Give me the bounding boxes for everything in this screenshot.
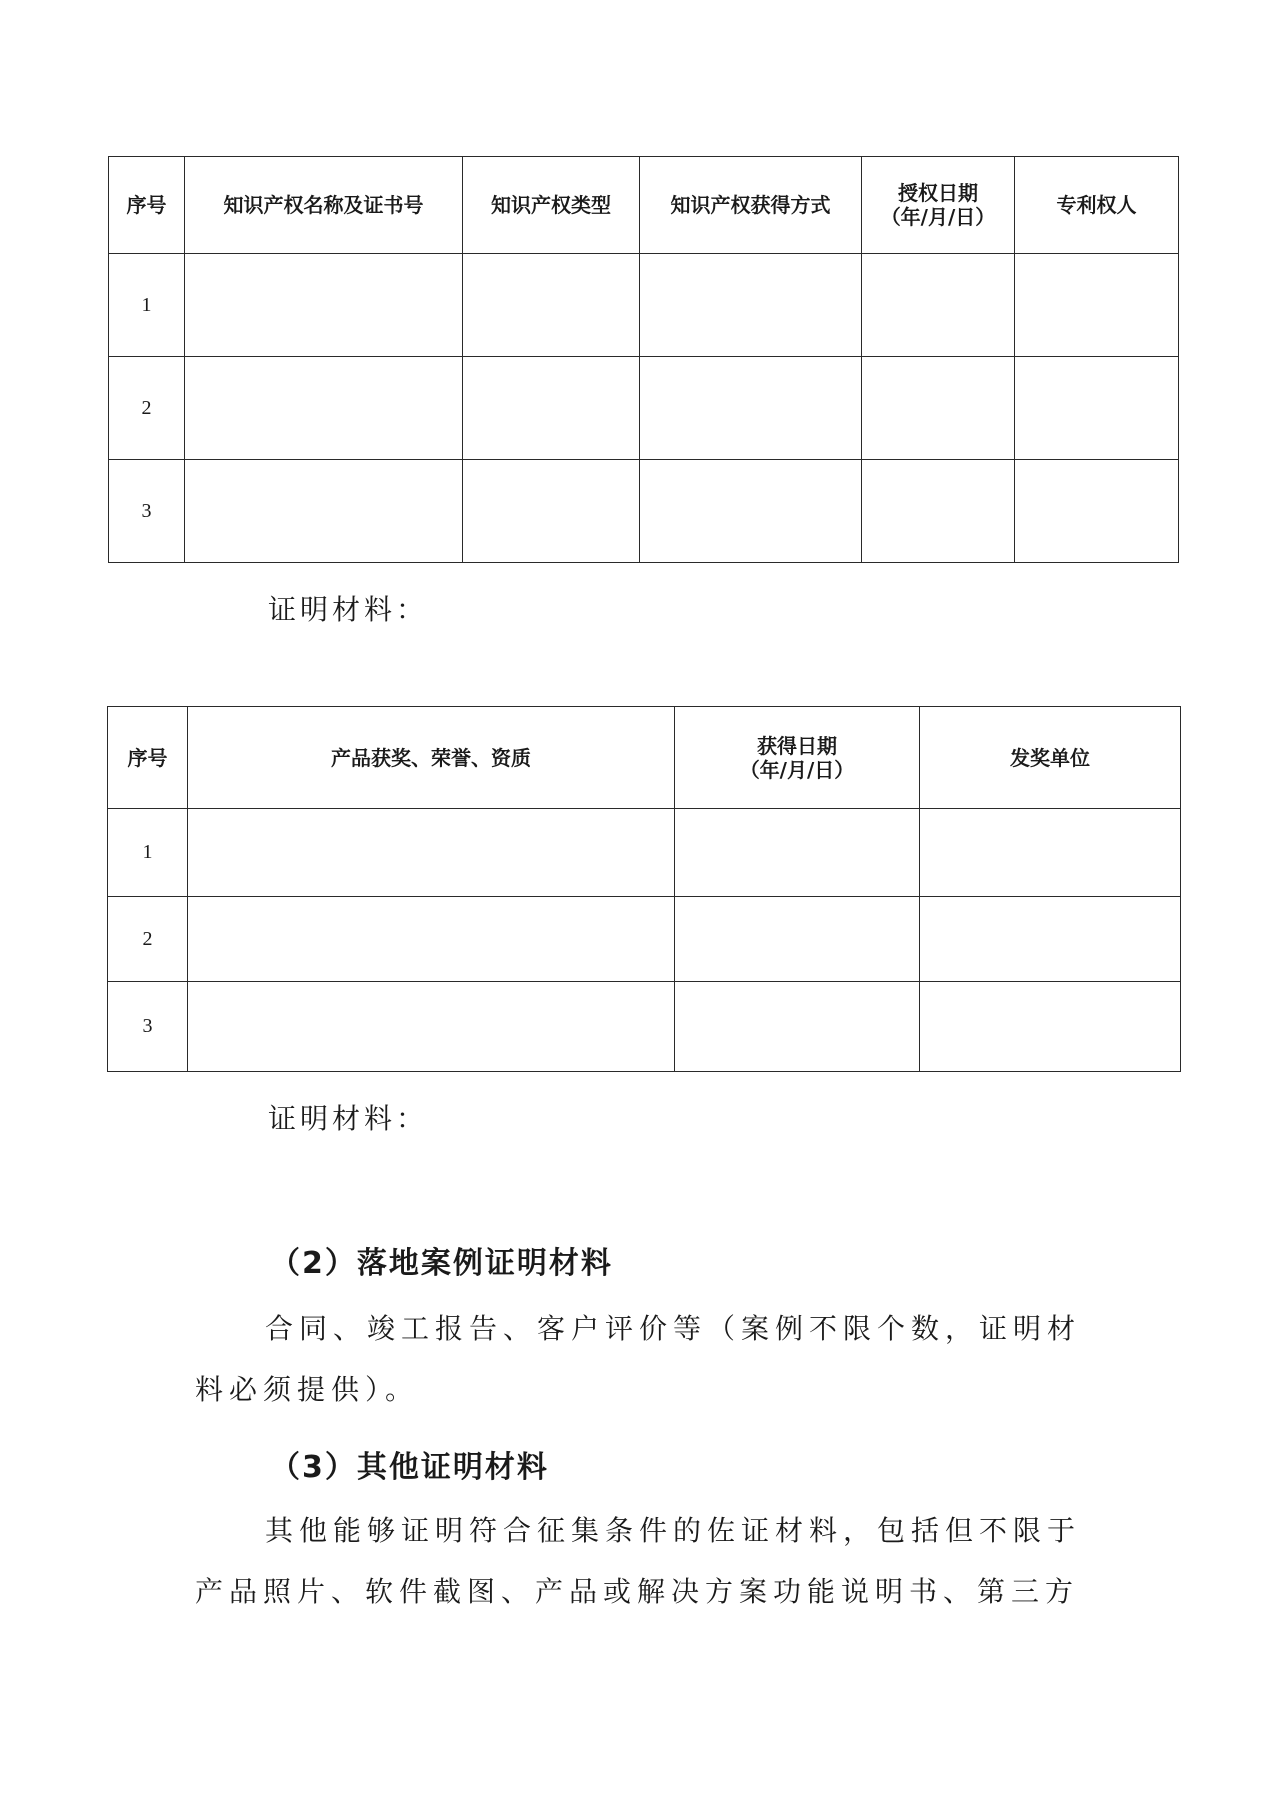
awards-table: [107, 706, 1181, 1072]
awards-table-header-row: [108, 707, 1181, 809]
ip-method-cell[interactable]: [640, 357, 862, 460]
award-cell[interactable]: [188, 982, 675, 1072]
row-index: 1: [108, 809, 188, 897]
issuer-cell[interactable]: [920, 809, 1181, 897]
col-header-index: 序号: [108, 707, 188, 809]
grant-date-cell[interactable]: [862, 254, 1015, 357]
issuer-cell[interactable]: [920, 982, 1181, 1072]
section-3-body: 其他能够证明符合征集条件的佐证材料，包括但不限于产品照片、软件截图、产品或解决方案功能说明书、第三方: [195, 1514, 1082, 1608]
ip-table: [108, 156, 1179, 563]
patentee-cell[interactable]: [1015, 357, 1179, 460]
col-header-ip-type: 知识产权类型: [463, 157, 640, 254]
ip-name-cell[interactable]: [185, 254, 463, 357]
row-index: 2: [108, 897, 188, 982]
evidence-label: 证明材料：: [268, 1102, 429, 1135]
col-header-index: 序号: [109, 157, 185, 254]
row-index: 2: [109, 357, 185, 460]
obtained-date-format: （年/月/日）: [739, 757, 855, 782]
award-cell[interactable]: [188, 897, 675, 982]
grant-date-cell[interactable]: [862, 460, 1015, 563]
table-row: [109, 460, 1179, 563]
grant-date-cell[interactable]: [862, 357, 1015, 460]
row-index: 3: [108, 982, 188, 1072]
section-3-heading: （3）其他证明材料: [270, 1450, 549, 1485]
ip-type-cell[interactable]: [463, 254, 640, 357]
col-header-ip-name: 知识产权名称及证书号: [185, 157, 463, 254]
table-row: [108, 897, 1181, 982]
col-header-patentee: 专利权人: [1015, 157, 1179, 254]
section-2-heading: （2）落地案例证明材料: [270, 1246, 613, 1281]
col-header-award: 产品获奖、荣誉、资质: [188, 707, 675, 809]
grant-date-format: （年/月/日）: [880, 205, 996, 229]
ip-name-cell[interactable]: [185, 460, 463, 563]
ip-table-header-row: [109, 157, 1179, 254]
ip-type-cell[interactable]: [463, 460, 640, 563]
ip-method-cell[interactable]: [640, 460, 862, 563]
ip-method-cell[interactable]: [640, 254, 862, 357]
table-row: [109, 357, 1179, 460]
col-header-grant-date: [862, 157, 1015, 254]
col-header-issuer: 发奖单位: [920, 707, 1181, 809]
ip-name-cell[interactable]: [185, 357, 463, 460]
obtained-date-cell[interactable]: [675, 982, 920, 1072]
evidence-label: 证明材料：: [268, 593, 429, 626]
row-index: 1: [109, 254, 185, 357]
row-index: 3: [109, 460, 185, 563]
col-header-ip-method: 知识产权获得方式: [640, 157, 862, 254]
ip-type-cell[interactable]: [463, 357, 640, 460]
obtained-date-label: 获得日期: [757, 733, 837, 758]
section-2-body: 合同、竣工报告、客户评价等（案例不限个数，证明材料必须提供）。: [195, 1312, 1082, 1406]
obtained-date-cell[interactable]: [675, 897, 920, 982]
award-cell[interactable]: [188, 809, 675, 897]
patentee-cell[interactable]: [1015, 254, 1179, 357]
issuer-cell[interactable]: [920, 897, 1181, 982]
obtained-date-cell[interactable]: [675, 809, 920, 897]
grant-date-label: 授权日期: [898, 181, 978, 205]
patentee-cell[interactable]: [1015, 460, 1179, 563]
col-header-obtained-date: [675, 707, 920, 809]
table-row: [109, 254, 1179, 357]
table-row: [108, 982, 1181, 1072]
table-row: [108, 809, 1181, 897]
